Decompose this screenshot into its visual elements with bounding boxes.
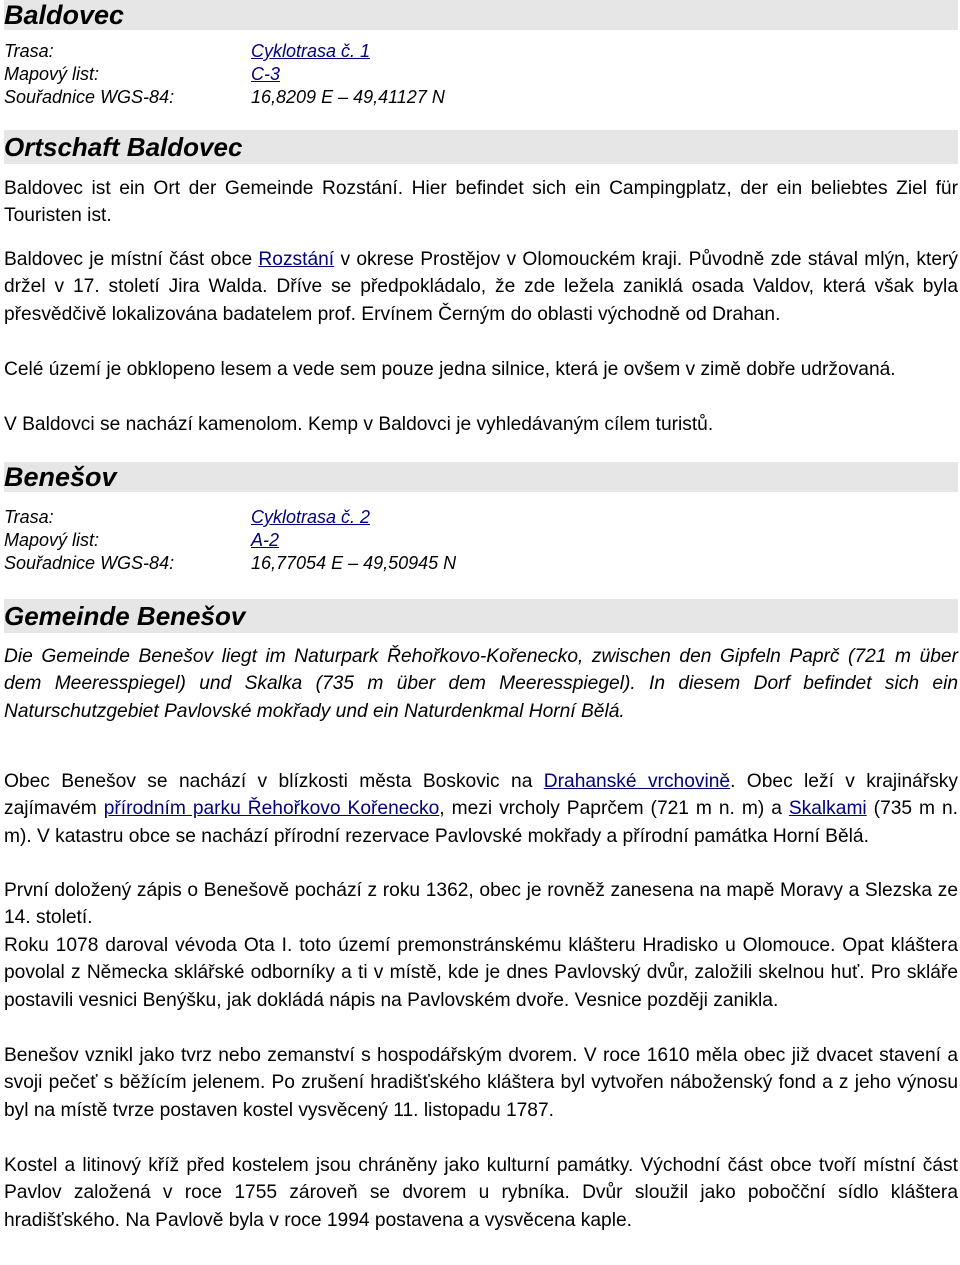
czech-paragraph: Obec Benešov se nachází v blízkosti města Boskovic na Drahanské vrchovině. Obec leží v krajinářsky zajímavém přírodním parku Řehořkovo Kořenecko, mezi vrcholy Paprčem (721 m n. m) a Skalkami (735 m n. m). V katastru obce se nachází přírodní rezervace Pavlovské mokřady a přírodní památka Horní Bělá.	[4, 771, 959, 847]
trasa-link[interactable]: Cyklotrasa č. 2	[251, 507, 371, 527]
meta-label: Mapový list:	[4, 530, 100, 550]
skalka-link[interactable]: Skalkami	[788, 798, 867, 820]
map-sheet-link[interactable]: C-3	[251, 64, 281, 84]
czech-paragraph: První doložený zápis o Benešově pochází z roku 1362, obec je rovněž zanesena na mapě Moravy a Slezska ze 14. století.	[4, 880, 958, 929]
meta-row-trasa	[4, 40, 958, 63]
meta-label: Mapový list:	[4, 64, 100, 84]
meta-label: Souřadnice WGS-84:	[4, 87, 175, 107]
czech-paragraph: V Baldovci se nachází kamenolom. Kemp v Baldovci je vyhledávaným cílem turistů.	[4, 414, 714, 435]
german-paragraph: Die Gemeinde Benešov liegt im Naturpark Řehořkovo-Kořenecko, zwischen den Gipfeln Paprč (721 m über dem Meeresspiegel) und Skalka (735 m über dem Meeresspiegel). In diesem Dorf befindet sich ein Naturschutzgebiet Pavlovské mokřady und ein Naturdenkmal Horní Bělá.	[4, 646, 958, 722]
german-paragraph: Baldovec ist ein Ort der Gemeinde Rozstání. Hier befindet sich ein Campingplatz, der ein beliebtes Ziel für Touristen ist.	[4, 178, 958, 227]
meta-row-trasa	[4, 506, 958, 529]
meta-row-mapovy	[4, 529, 958, 552]
meta-label: Trasa:	[4, 507, 54, 527]
rozstani-link[interactable]: Rozstání	[258, 249, 335, 270]
section-title: Benešov	[4, 462, 958, 492]
subsection-title: Ortschaft Baldovec	[4, 130, 958, 164]
czech-paragraph: Baldovec je místní část obce Rozstání v okrese Prostějov v Olomouckém kraji. Původně zde stával mlýn, který držel v 17. století Jira Walda. Dříve se předpokládalo, že zde ležela zaniklá osada Valdov, která však byla přesvědčivě lokalizována badatelem prof. Ervínem Černým do oblasti východně od Drahan.	[4, 249, 959, 325]
meta-row-mapovy	[4, 63, 958, 86]
czech-paragraph: Kostel a litinový kříž před kostelem jsou chráněny jako kulturní památky. Východní část obce tvoří místní část Pavlov založená v roce 1755 zároveň se dvorem u rybníka. Dvůr sloužil jako pobočční sídlo kláštera hradišťského. Na Pavlově byla v roce 1994 postavena a vysvěcena kaple.	[4, 1155, 958, 1231]
route-meta	[4, 506, 958, 575]
map-sheet-link[interactable]: A-2	[251, 530, 280, 550]
meta-label: Souřadnice WGS-84:	[4, 553, 175, 573]
czech-paragraph: Roku 1078 daroval vévoda Ota I. toto území premonstránskému klášteru Hradisko u Olomouce. Opat kláštera povolal z Německa sklářské odborníky a ti v místě, kde je dnes Pavlovský dvůr, založili skelnou huť. Pro skláře postavili vesnici Benýšku, jak dokládá nápis na Pavlovském dvoře. Vesnice později zanikla.	[4, 935, 958, 1011]
meta-row-souradnice	[4, 552, 958, 575]
czech-paragraph: Celé území je obklopeno lesem a vede sem pouze jedna silnice, která je ovšem v zimě dobře udržovaná.	[4, 359, 896, 380]
prirodni-park-link[interactable]: přírodním parku Řehořkovo Kořenecko	[103, 798, 440, 820]
section-benesov	[4, 462, 958, 575]
section-title: Baldovec	[4, 0, 958, 30]
trasa-link[interactable]: Cyklotrasa č. 1	[251, 41, 371, 61]
meta-label: Trasa:	[4, 41, 54, 61]
subsection-title: Gemeinde Benešov	[4, 599, 958, 633]
czech-paragraph: Benešov vznikl jako tvrz nebo zemanství s hospodářským dvorem. V roce 1610 měla obec již dvacet stavení a svoji pečeť s běžícím jelenem. Po zrušení hradišťského kláštera byl vytvořen náboženský fond a z jeho výnosu byl na místě tvrze postaven kostel vysvěcený 11. listopadu 1787.	[4, 1045, 958, 1121]
coordinates-value: 16,77054 E – 49,50945 N	[251, 553, 457, 573]
coordinates-value: 16,8209 E – 49,41127 N	[251, 87, 445, 107]
route-meta	[4, 40, 958, 109]
section-baldovec	[4, 0, 958, 109]
drahanska-vrchovina-link[interactable]: Drahanské vrchovině	[543, 771, 731, 792]
meta-row-souradnice	[4, 86, 958, 109]
